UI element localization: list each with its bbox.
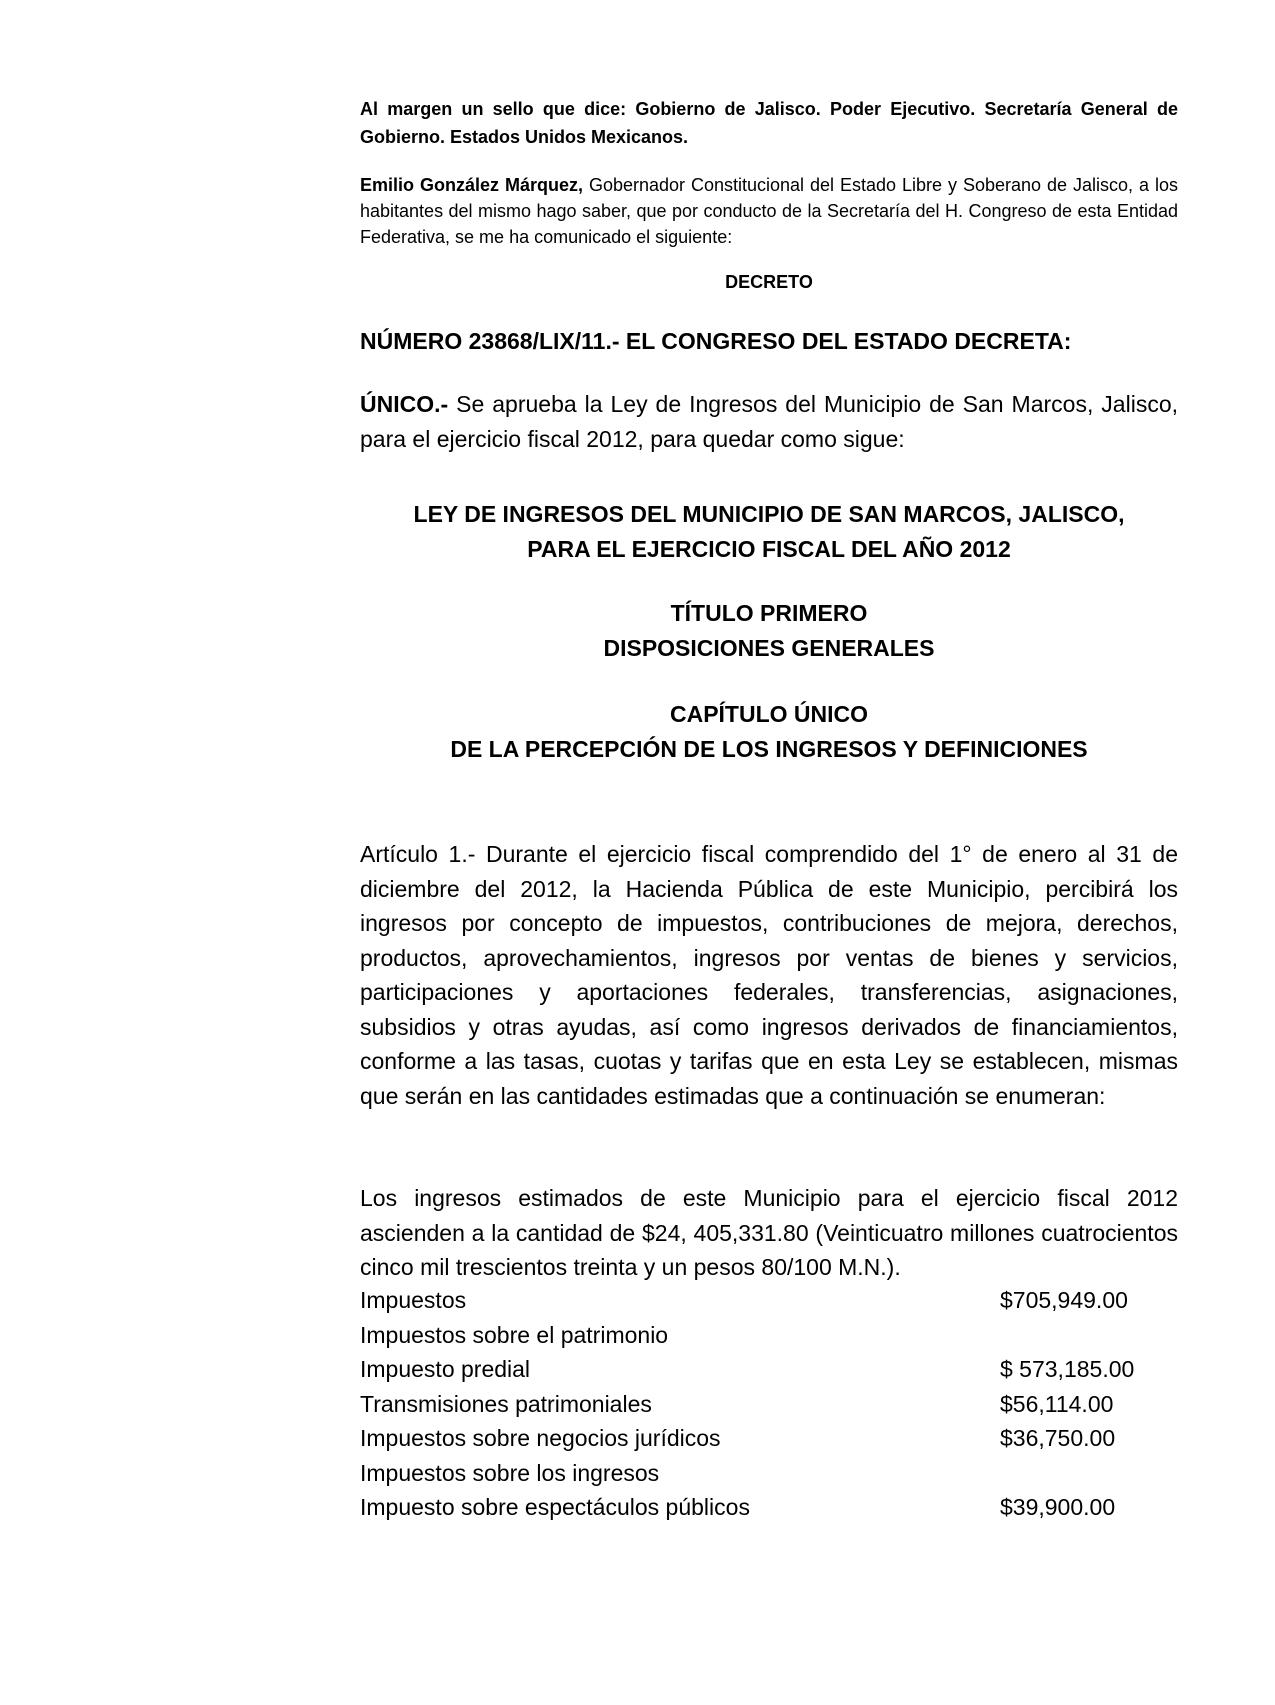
income-label: Impuestos sobre los ingresos: [360, 1459, 660, 1486]
list-item: [360, 1387, 1178, 1422]
governor-name: Emilio González Márquez,: [360, 175, 583, 195]
seal-note: Al margen un sello que dice: Gobierno de Jalisco. Poder Ejecutivo. Secretaría General de Gobierno. Estados Unidos Mexicanos.: [360, 99, 1178, 147]
income-label: Transmisiones patrimoniales: [360, 1390, 652, 1417]
article-1: Artículo 1.- Durante el ejercicio fiscal comprendido del 1° de enero al 31 de diciembre del 2012, la Hacienda Pública de este Municipio, percibirá los ingresos por concepto de impuestos, contribuciones de mejora, derechos, productos, aprovechamientos, ingresos por ventas de bienes y servicios, participaciones y aportaciones federales, transferencias, asignaciones, subsidios y otras ayudas, así como ingresos derivados de financiamientos, conforme a las tasas, cuotas y tarifas que en esta Ley se establecen, mismas que serán en las cantidades estimadas que a continuación se enumeran:: [360, 841, 1178, 1109]
income-label: Impuesto sobre espectáculos públicos: [360, 1494, 750, 1520]
income-amount: $36,750.00: [1000, 1425, 1116, 1451]
income-amount: $39,900.00: [1000, 1494, 1116, 1520]
unico-label: ÚNICO.-: [360, 391, 449, 417]
income-label: Impuestos sobre negocios jurídicos: [360, 1425, 721, 1451]
income-label: Impuestos sobre el patrimonio: [360, 1321, 669, 1348]
titulo-line-2: DISPOSICIONES GENERALES: [603, 635, 935, 661]
intro-paragraph: [360, 172, 1178, 250]
decree-number: NÚMERO 23868/LIX/11.- EL CONGRESO DEL ESTADO DECRETA:: [360, 328, 1072, 354]
income-list: [360, 1283, 1178, 1525]
capitulo-line-2: DE LA PERCEPCIÓN DE LOS INGRESOS Y DEFINICIONES: [450, 736, 1088, 762]
list-item: [360, 1352, 1178, 1387]
income-label: Impuesto predial: [360, 1356, 531, 1382]
unico-paragraph: [360, 387, 1178, 457]
law-title: [360, 497, 1178, 567]
list-item: [360, 1283, 1178, 1318]
unico-text: Se aprueba la Ley de Ingresos del Municipio de San Marcos, Jalisco, para el ejercicio fiscal 2012, para quedar como sigue:: [360, 391, 1178, 452]
list-item: [360, 1456, 1178, 1491]
list-item: [360, 1318, 1178, 1353]
list-item: [360, 1421, 1178, 1456]
income-label: Impuestos: [360, 1287, 467, 1313]
capitulo-line-1: CAPÍTULO ÚNICO: [669, 701, 869, 727]
estimated-income-paragraph: Los ingresos estimados de este Municipio para el ejercicio fiscal 2012 ascienden a la cantidad de $24, 405,331.80 (Veinticuatro millones cuatrocientos cinco mil trescientos treinta y un pesos 80/100 M.N.).: [360, 1185, 1178, 1280]
income-amount: $705,949.00: [1000, 1287, 1128, 1313]
list-item: [360, 1490, 1178, 1525]
law-title-line-2: PARA EL EJERCICIO FISCAL DEL AÑO 2012: [527, 536, 1011, 562]
income-amount: $ 573,185.00: [1000, 1356, 1135, 1382]
intro-text: Gobernador Constitucional del Estado Libre y Soberano de Jalisco, a los habitantes del mismo hago saber, que por conducto de la Secretaría del H. Congreso de esta Entidad Federativa, se me ha comunicado el siguiente:: [360, 175, 1178, 247]
capitulo-heading: [360, 697, 1178, 767]
law-title-line-1: LEY DE INGRESOS DEL MUNICIPIO DE SAN MARCOS, JALISCO,: [413, 501, 1125, 527]
decreto-heading: DECRETO: [725, 272, 813, 292]
titulo-heading: [360, 596, 1178, 666]
titulo-line-1: TÍTULO PRIMERO: [670, 600, 868, 626]
income-amount: $56,114.00: [1000, 1390, 1114, 1417]
